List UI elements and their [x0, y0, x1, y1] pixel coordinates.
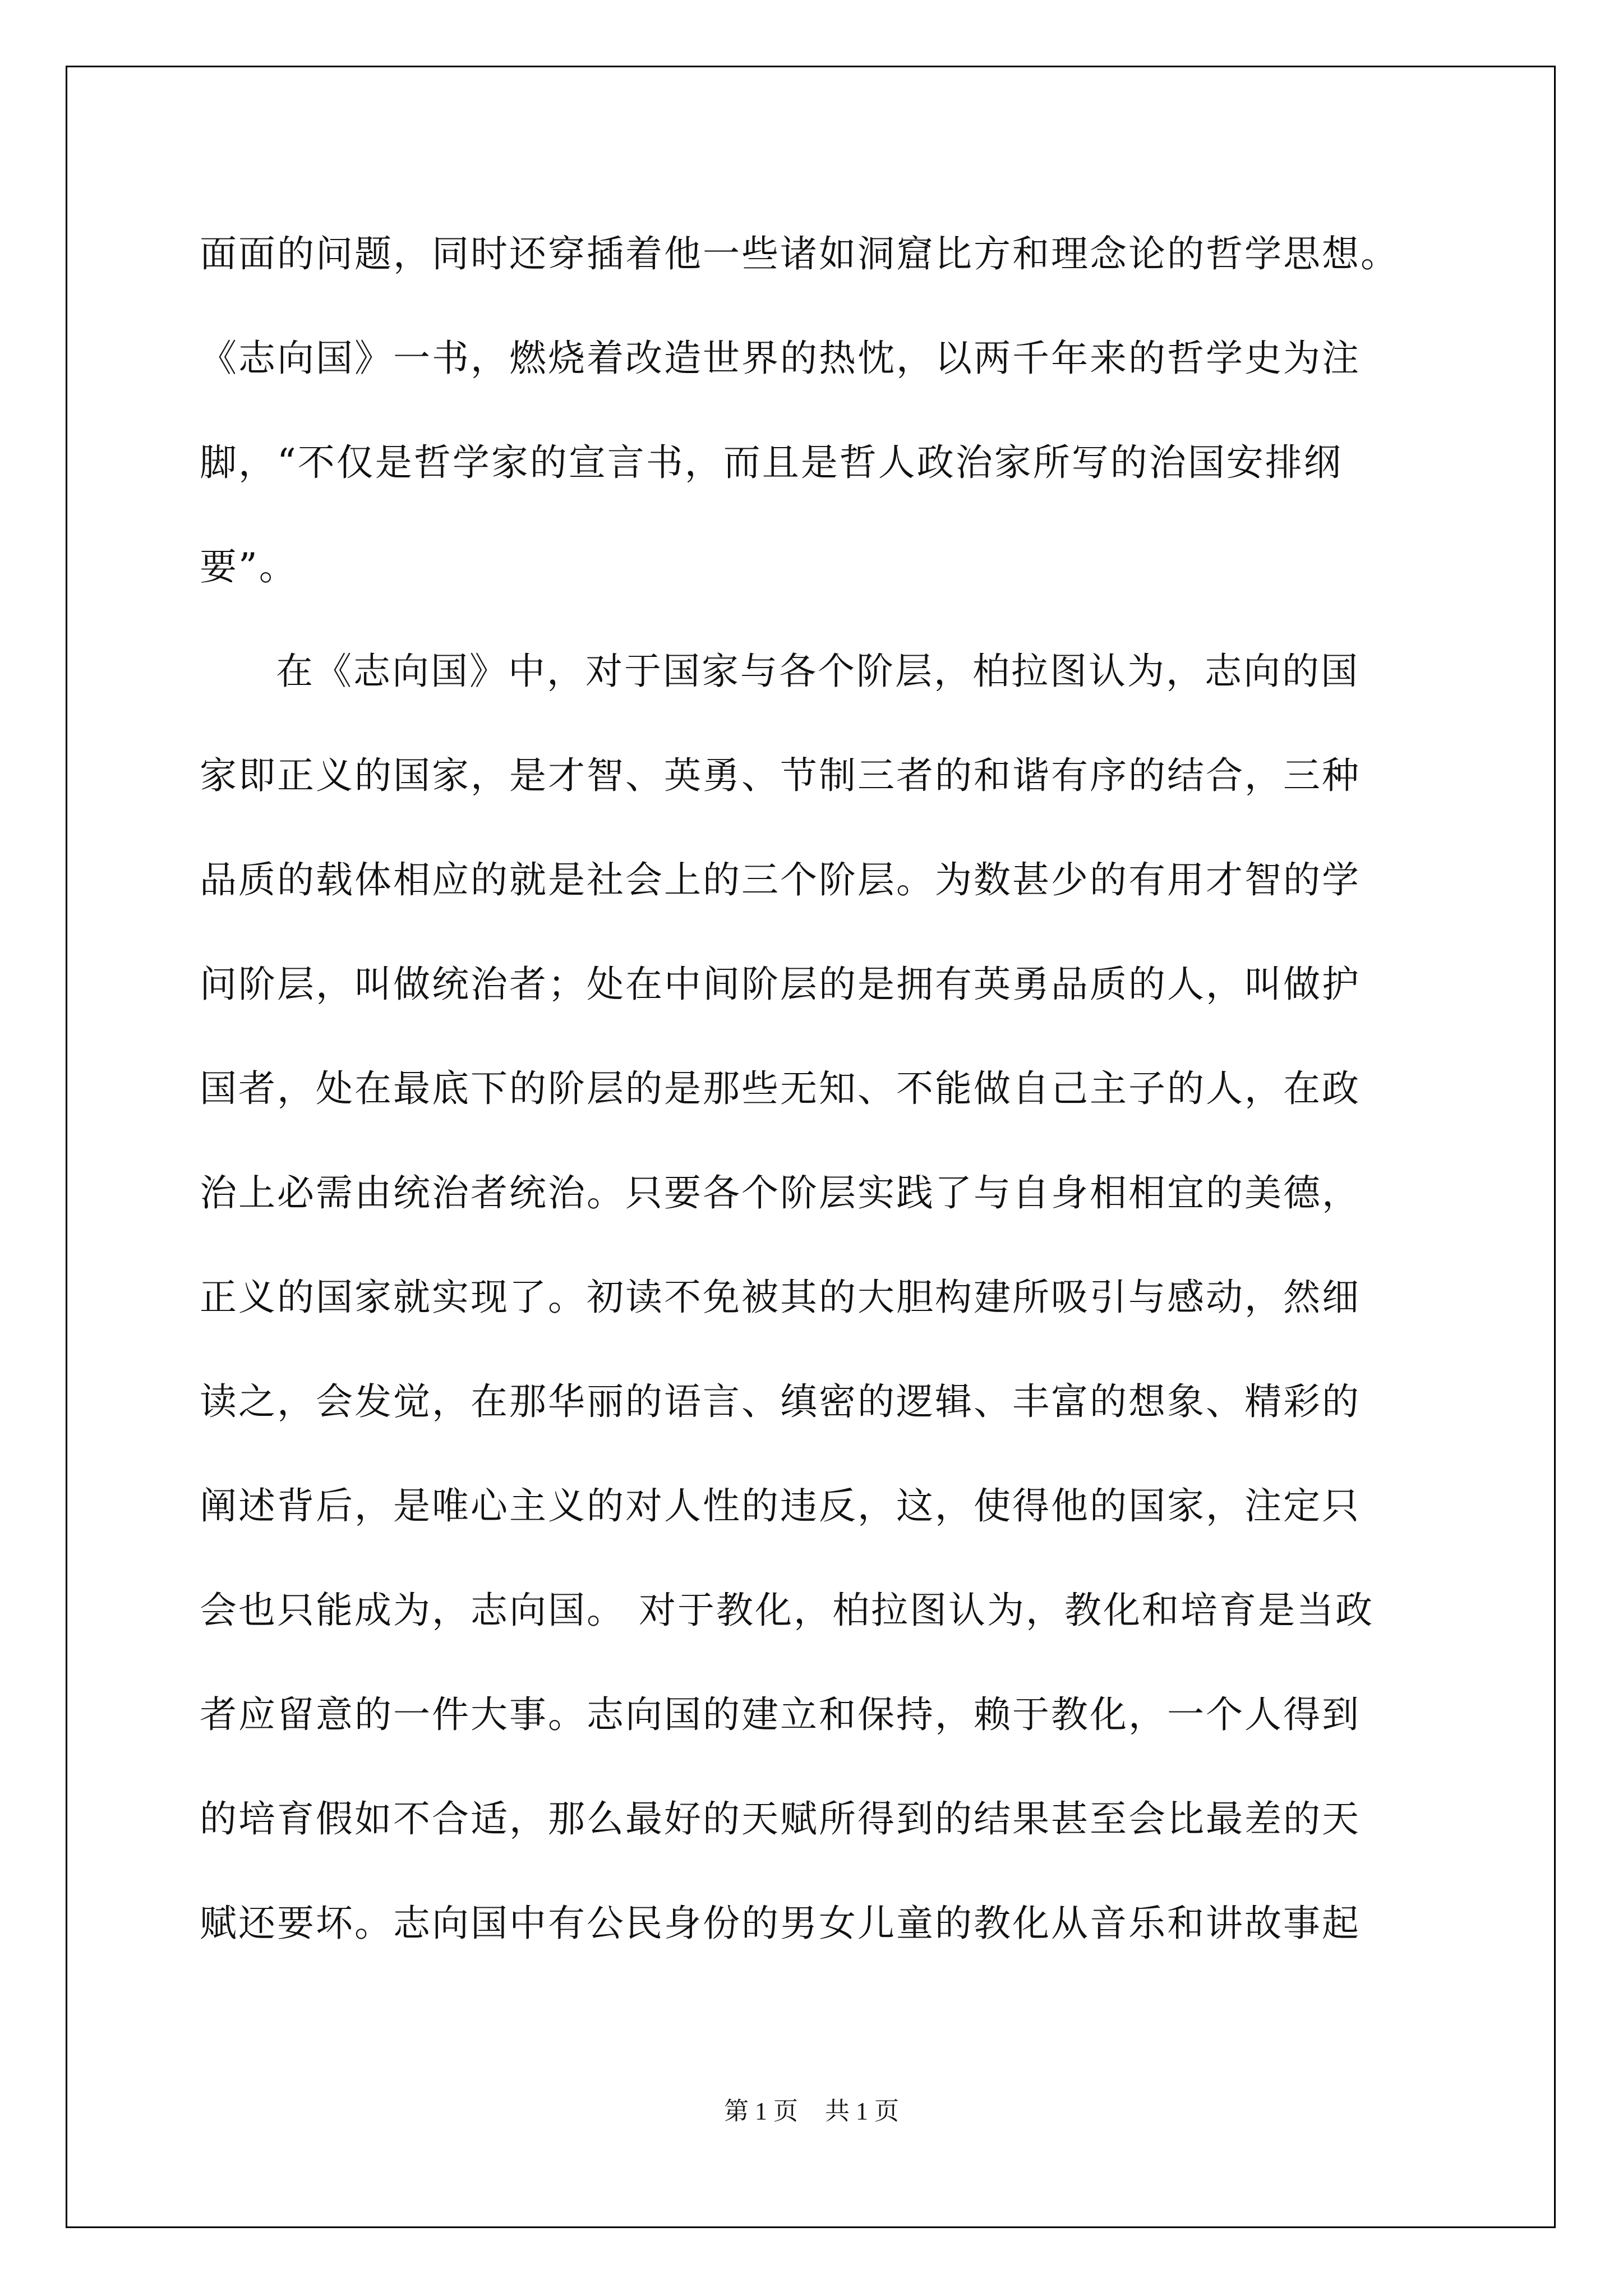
- text-line: 国者，处在最底下的阶层的是那些无知、不能做自己主子的人，在政: [200, 1067, 1361, 1110]
- text-line: 正义的国家就实现了。初读不免被其的大胆构建所吸引与感动，然细: [200, 1276, 1361, 1319]
- text-line: 脚，“不仅是哲学家的宣言书，而且是哲人政治家所写的治国安排纲: [200, 441, 1343, 484]
- page-number-current: 第 1 页: [724, 2097, 798, 2125]
- text-line: 家即正义的国家，是才智、英勇、节制三者的和谐有序的结合，三种: [200, 754, 1361, 797]
- text-line: 赋还要坏。志向国中有公民身份的男女儿童的教化从音乐和讲故事起: [200, 1902, 1361, 1945]
- text-line: 读之，会发觉，在那华丽的语言、缜密的逻辑、丰富的想象、精彩的: [200, 1380, 1361, 1423]
- page-footer: [0, 2091, 1623, 2127]
- paragraph-start-line: 在《志向国》中，对于国家与各个阶层，柏拉图认为，志向的国: [276, 650, 1359, 693]
- text-line: 治上必需由统治者统治。只要各个阶层实践了与自身相相宜的美德，: [200, 1171, 1361, 1214]
- text-line: 的培育假如不合适，那么最好的天赋所得到的结果甚至会比最差的天: [200, 1797, 1361, 1841]
- text-line: 要”。: [200, 545, 298, 588]
- document-body: [200, 202, 1490, 1976]
- text-line: 品质的载体相应的就是社会上的三个阶层。为数甚少的有用才智的学: [200, 858, 1361, 901]
- text-line: 会也只能成为，志向国。 对于教化，柏拉图认为，教化和培育是当政: [200, 1589, 1374, 1632]
- text-line: 《志向国》一书，燃烧着改造世界的热忱，以两千年来的哲学史为注: [200, 337, 1361, 380]
- text-line: 问阶层，叫做统治者；处在中间阶层的是拥有英勇品质的人，叫做护: [200, 963, 1361, 1006]
- page-number-total: 共 1 页: [825, 2097, 899, 2125]
- text-line: 者应留意的一件大事。志向国的建立和保持，赖于教化，一个人得到: [200, 1693, 1361, 1736]
- text-line: 阐述背后，是唯心主义的对人性的违反，这，使得他的国家，注定只: [200, 1484, 1361, 1527]
- text-line: 面面的问题，同时还穿插着他一些诸如洞窟比方和理念论的哲学思想。: [200, 232, 1399, 275]
